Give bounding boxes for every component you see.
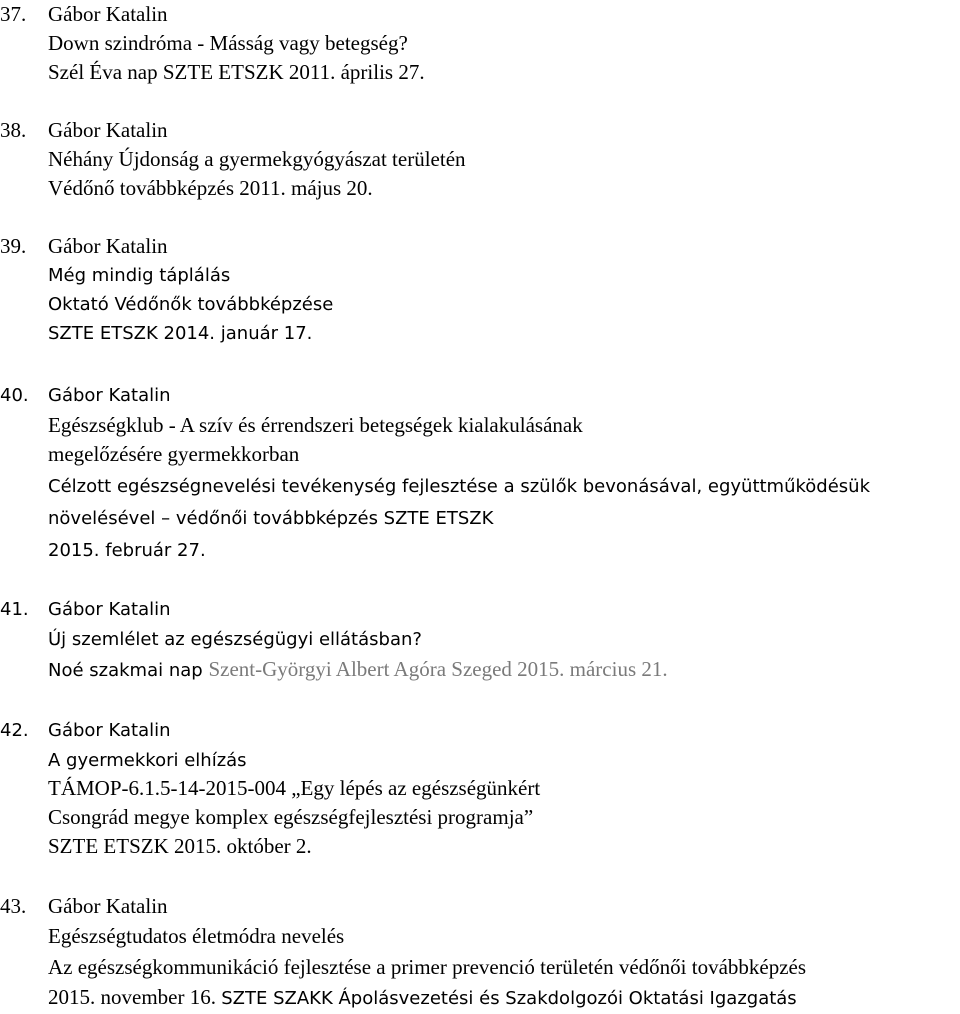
entry-heading bbox=[0, 595, 171, 624]
entry-number: 41. bbox=[0, 599, 29, 620]
entry-number: 39. bbox=[0, 234, 27, 258]
entry-title: A gyermekkori elhízás bbox=[48, 750, 247, 771]
entry-venue bbox=[48, 655, 668, 684]
entry-venue: SZTE SZAKK Ápolásvezetési és Szakdolgozói Oktatási Igazgatás bbox=[221, 988, 797, 1009]
entry-title: Egészségtudatos életmódra nevelés bbox=[48, 924, 345, 948]
entry-author: Gábor Katalin bbox=[48, 599, 171, 620]
entry-title: Egészségklub - A szív és érrendszeri betegségek kialakulásának bbox=[48, 413, 583, 437]
entry-heading bbox=[0, 716, 171, 745]
entry-subtitle: Célzott egészségnevelési tevékenység fejlesztése a szülők bevonásával, együttműködésük bbox=[48, 476, 871, 497]
entry-program-cont: Csongrád megye komplex egészségfejlesztési programja” bbox=[48, 805, 534, 829]
entry-heading bbox=[0, 116, 168, 145]
entry-number: 42. bbox=[0, 720, 29, 741]
entry-venue: Védőnő továbbképzés 2011. május 20. bbox=[48, 176, 373, 200]
entry-venue: növelésével – védőnői továbbképzés SZTE ETSZK bbox=[48, 508, 494, 529]
entry-title-cont: megelőzésére gyermekkorban bbox=[48, 442, 300, 466]
entry-subtitle: Az egészségkommunikáció fejlesztése a primer prevenció területén védőnői továbbképzés bbox=[48, 955, 807, 979]
entry-date: 2015. november 16. bbox=[48, 985, 222, 1009]
entry-number: 37. bbox=[0, 2, 27, 26]
entry-heading bbox=[0, 892, 168, 921]
entry-venue: Oktató Védőnők továbbképzése bbox=[48, 294, 334, 315]
entry-date-venue bbox=[48, 983, 797, 1012]
entry-event: Noé szakmai nap bbox=[48, 660, 209, 681]
entry-author: Gábor Katalin bbox=[48, 234, 168, 258]
entry-number: 40. bbox=[0, 385, 29, 406]
entry-heading bbox=[0, 0, 168, 29]
entry-title: Down szindróma - Másság vagy betegség? bbox=[48, 31, 408, 55]
entry-author: Gábor Katalin bbox=[48, 118, 168, 142]
entry-title: Néhány Újdonság a gyermekgyógyászat területén bbox=[48, 147, 466, 171]
entry-date: SZTE ETSZK 2014. január 17. bbox=[48, 323, 313, 344]
entry-location: Szent-Györgyi Albert Agóra Szeged 2015. március 21. bbox=[208, 657, 668, 681]
entry-title: Új szemlélet az egészségügyi ellátásban? bbox=[48, 629, 422, 650]
entry-number: 43. bbox=[0, 894, 27, 918]
entry-author: Gábor Katalin bbox=[48, 385, 171, 406]
entry-date: 2015. február 27. bbox=[48, 540, 206, 561]
entry-author: Gábor Katalin bbox=[48, 894, 168, 918]
entry-venue: SZTE ETSZK 2015. október 2. bbox=[48, 834, 312, 858]
entry-author: Gábor Katalin bbox=[48, 720, 171, 741]
entry-heading bbox=[0, 232, 168, 261]
entry-author: Gábor Katalin bbox=[48, 2, 168, 26]
entry-heading bbox=[0, 381, 171, 410]
entry-venue: Szél Éva nap SZTE ETSZK 2011. április 27. bbox=[48, 60, 425, 84]
entry-number: 38. bbox=[0, 118, 27, 142]
entry-title: Még mindig táplálás bbox=[48, 265, 231, 286]
entry-program: TÁMOP-6.1.5-14-2015-004 „Egy lépés az egészségünkért bbox=[48, 776, 541, 800]
